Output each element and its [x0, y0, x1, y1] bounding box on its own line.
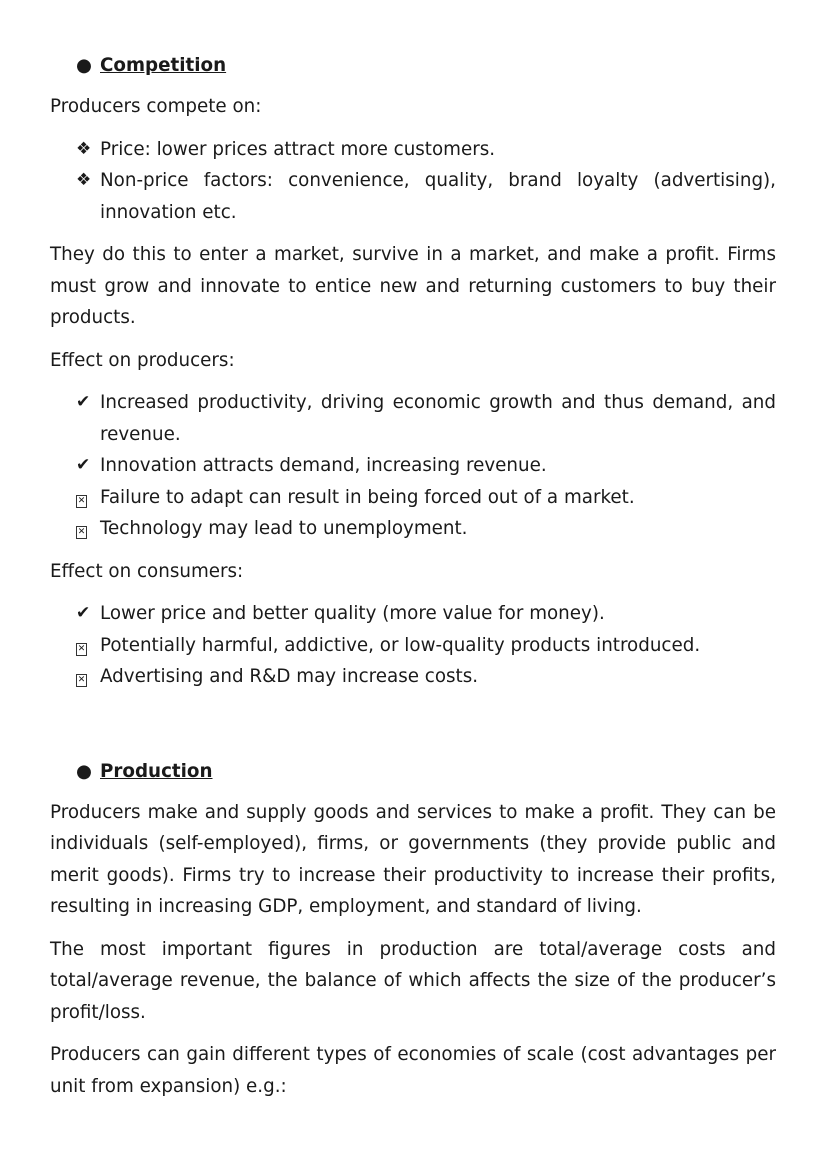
list-item: ✕ Technology may lead to unemployment. [76, 513, 776, 545]
consumers-effects-list [50, 598, 776, 693]
bullet-icon: ● [76, 760, 92, 782]
cross-box-icon: ✕ [77, 495, 86, 506]
list-item: ✔ Lower price and better quality (more value for money). [76, 598, 776, 630]
cross-box-icon: ✕ [77, 527, 86, 537]
competition-intro: Producers compete on: [50, 96, 262, 117]
cross-box-icon: ✕ [77, 675, 86, 685]
production-paragraph: The most important figures in production are total/average costs and total/average revenue, the balance of which affects the size of the producer’s profit/loss. [50, 938, 776, 1023]
producers-effects-list [50, 387, 776, 545]
diamond-bullet-icon: ❖ [76, 138, 92, 159]
cross-box-icon: ✕ [77, 643, 86, 654]
competition-paragraph: They do this to enter a market, survive in a market, and make a profit. Firms must grow and innovate to entice new and returning customers to buy their products. [50, 244, 776, 328]
production-paragraph: Producers make and supply goods and services to make a profit. They can be individuals (self-employed), firms, or governments (they provide public and merit goods). Firms try to increase their productivity to increase their profits, resulting in increasing GDP, employment, and standard of living. [50, 801, 776, 917]
producers-label: Effect on producers: [50, 349, 235, 371]
bullet-icon: ● [76, 55, 92, 76]
diamond-bullet-icon: ❖ [76, 170, 92, 190]
check-icon: ✔ [76, 392, 91, 412]
factors-list [50, 134, 776, 229]
list-item: ✔ Innovation attracts demand, increasing revenue. [76, 450, 776, 482]
list-item: ❖ Price: lower prices attract more customers. [76, 134, 776, 166]
list-item: ✕ Failure to adapt can result in being forced out of a market. [76, 482, 776, 514]
list-item: ✕ Potentially harmful, addictive, or low-quality products introduced. [76, 630, 776, 662]
list-item: ❖ Non-price factors: convenience, quality, brand loyalty (advertising), innovation etc. [76, 165, 776, 228]
consumers-label: Effect on consumers: [50, 560, 244, 582]
list-item: ✕ Advertising and R&D may increase costs. [76, 661, 776, 693]
check-icon: ✔ [76, 603, 91, 623]
competition-heading: ● Competition [76, 50, 776, 81]
production-heading: ● Production [76, 756, 776, 787]
check-icon: ✔ [76, 455, 91, 475]
list-item: ✔ Increased productivity, driving economic growth and thus demand, and revenue. [76, 387, 776, 450]
production-paragraph: Producers can gain different types of economies of scale (cost advantages per unit from expansion) e.g.: [50, 1044, 776, 1097]
